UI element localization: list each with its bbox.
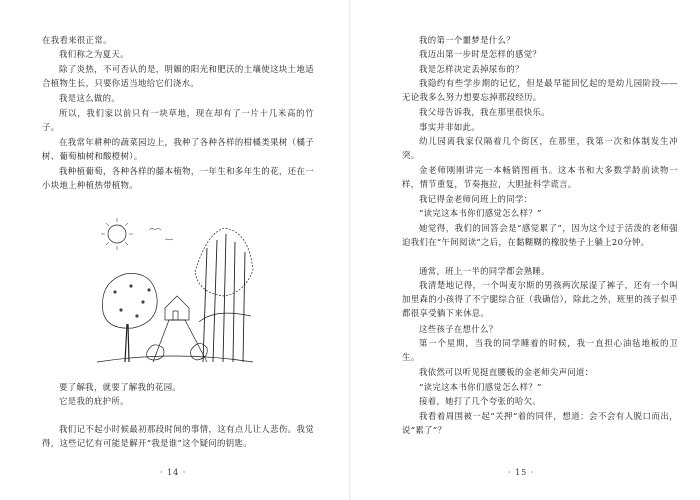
paragraph: 金老师刚刚讲完一本畅销图画书。这本书和大多数学龄前读物一样，情节重复，节奏拖拉，大胆扯科学谎言。	[402, 165, 678, 190]
paragraph: 这些孩子在想什么？	[419, 324, 498, 334]
paragraph: 在我常年耕种的蔬菜园边上，我种了各种各样的柑橘类果树（橘子树、葡萄柚树和酸橙树）。	[42, 137, 314, 162]
page-number: · 15 ·	[508, 468, 535, 477]
page-number: · 14 ·	[160, 468, 187, 477]
garden-illustration	[95, 212, 255, 370]
paragraph: 在我看来很正常。	[42, 35, 112, 45]
paragraph: 幼儿园离我家仅隔着几个街区，在那里，我第一次和体制发生冲突。	[402, 136, 678, 161]
paragraph: 我们记不起小时候最初那段时间的事情，这有点儿让人悲伤。我觉得，这些记忆有可能是解开“我是谁”这个疑问的钥匙。	[42, 424, 314, 449]
paragraph: 接着，她打了几个夸张的哈欠。	[419, 396, 542, 406]
paragraph: 我们称之为夏天。	[59, 49, 129, 59]
paragraph: 我是这么做的。	[59, 93, 121, 103]
paragraph: 我迈出第一步时是怎样的感觉？	[419, 49, 542, 59]
paragraph: 我父母告诉我，我在那里很快乐。	[419, 107, 550, 117]
paragraph: 我是怎样决定丢掉尿布的？	[419, 64, 524, 74]
paragraph: 通常，班上一半的同学都会熟睡。	[419, 266, 550, 276]
paragraph: 她觉得，我们的回答会是“感觉累了”，因为这个过于活泼的老师强迫我们在“午间阅读”之后，在黏糊糊的橡胶垫子上躺上20分钟。	[402, 223, 678, 248]
paragraph: 事实并非如此。	[419, 122, 481, 132]
paragraph: 所以，我们家以前只有一块草地，现在却有了一片十几米高的竹子。	[42, 108, 314, 133]
paragraph: 要了解我，就要了解我的花园。	[59, 382, 182, 392]
paragraph: 我记得金老师问班上的同学：	[419, 194, 533, 204]
paragraph: 我看着周围被一起“关押”着的同伴，想道：会不会有人脱口而出，说“累了”？	[402, 411, 678, 436]
paragraph: 第一个星期，当我的同学睡着的时候，我一直担心油毡地板的卫生。	[402, 338, 678, 363]
right-page	[350, 0, 700, 500]
paragraph: “读完这本书你们感觉怎么样？”	[419, 208, 542, 218]
paragraph: 我依然可以听见挺直腰板的金老师尖声问道：	[419, 367, 594, 377]
paragraph: 我清楚地记得，一个叫麦尔斯的男孩两次尿湿了裤子，还有一个叫加里森的小孩得了不宁腿综合征（我确信），除此之外，班里的孩子似乎都很享受躺下来休息。	[402, 280, 678, 319]
paragraph: 它是我的庇护所。	[59, 396, 129, 406]
paragraph: 我隐约有些学步期的记忆，但是最早能回忆起的是幼儿园阶段——无论我多么努力想要忘掉那段经历。	[402, 78, 678, 103]
paragraph: “读完这本书你们感觉怎么样？”	[419, 382, 542, 392]
paragraph: 我的第一个噩梦是什么？	[419, 35, 515, 45]
paragraph: 除了炎热，不可否认的是，明媚的阳光和肥沃的土壤使这块土地适合植物生长，只要你适当地给它们浇水。	[42, 64, 314, 89]
paragraph: 我种植葡萄，各种各样的藤本植物，一年生和多年生的花，还在一小块地上种植热带植物。	[42, 166, 314, 191]
